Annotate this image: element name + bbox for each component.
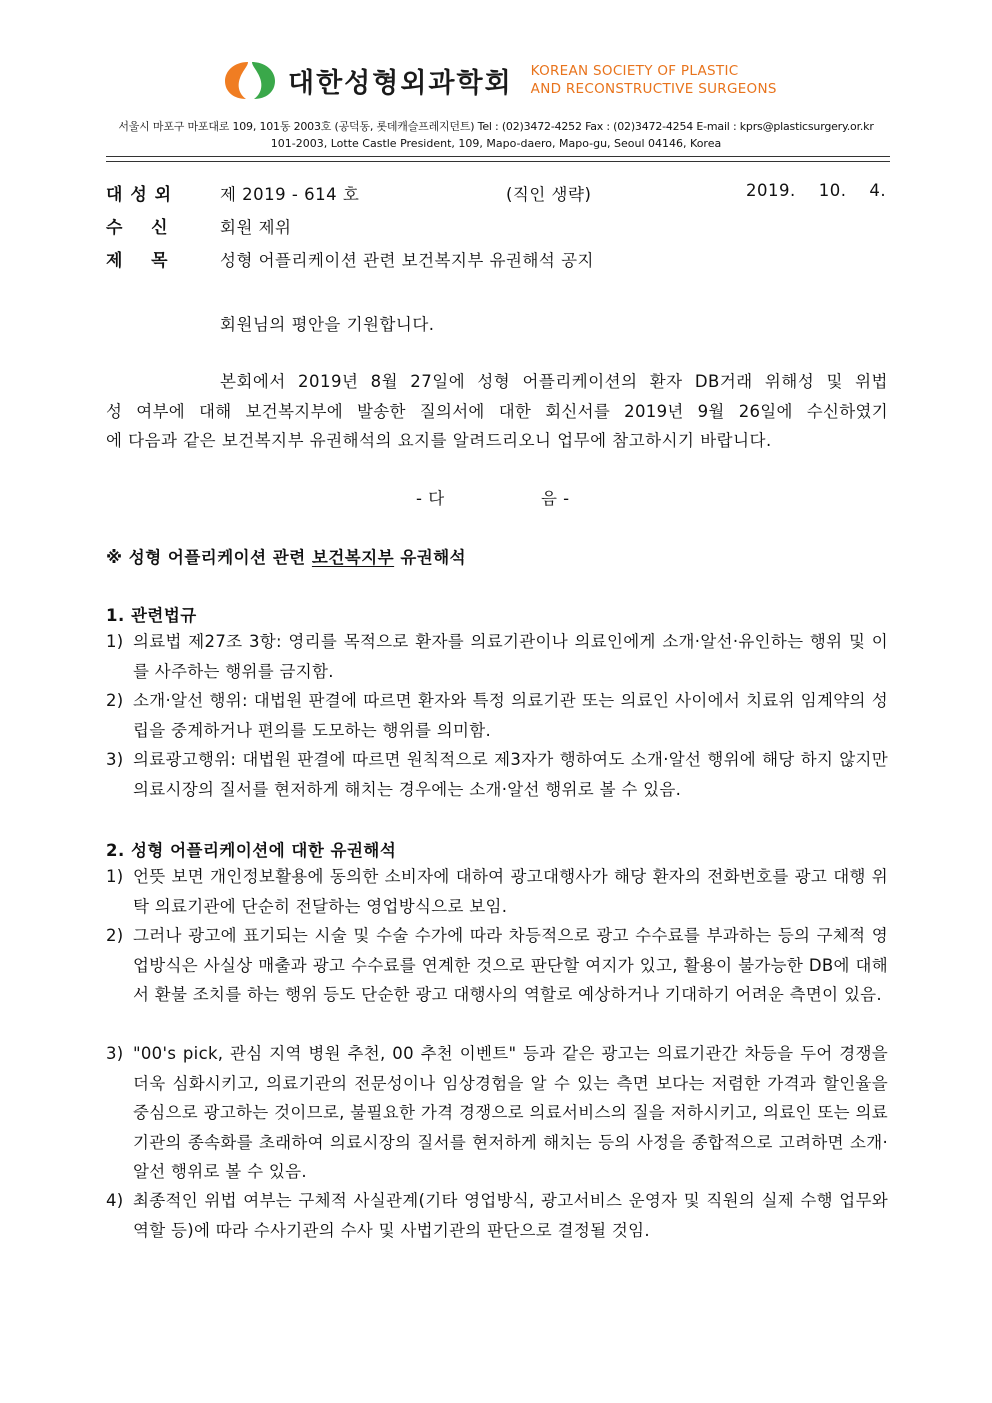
header-divider bbox=[106, 161, 890, 162]
list-item: 1) 언뜻 보면 개인정보활용에 동의한 소비자에 대하여 광고대행사가 해당 환자의 전화번호를 광고 대행 위탁 의료기관에 단순히 전달하는 영업방식으로 보임. bbox=[106, 867, 888, 916]
org-name-english: KOREAN SOCIETY OF PLASTIC AND RECONSTRUCTIVE SURGEONS bbox=[530, 63, 777, 97]
list-item: 1) 의료법 제27조 3항: 영리를 목적으로 환자를 의료기관이나 의료인에게 소개·알선·유인하는 행위 및 이를 사주하는 행위를 금지함. bbox=[106, 632, 888, 681]
list-item: 2) 소개·알선 행위: 대법원 판결에 따르면 환자와 특정 의료기관 또는 의료인 사이에서 치료위 임계약의 성립을 중계하거나 편의를 도모하는 행위를 의미함. bbox=[106, 691, 888, 740]
notice-heading: ※ 성형 어플리케이션 관련 보건복지부 유권해석 bbox=[106, 548, 467, 567]
doc-date: 2019. 10. 4. bbox=[746, 181, 887, 200]
doc-number-label: 대 성 외 bbox=[106, 185, 173, 205]
seal-note: (직인 생략) bbox=[506, 185, 592, 204]
org-name-korean: 대한성형외과학회 bbox=[288, 67, 513, 99]
society-logo-icon bbox=[222, 58, 278, 102]
header-divider bbox=[106, 156, 890, 157]
divider-da: - 다 bbox=[416, 489, 445, 508]
section-title: 2. 성형 어플리케이션에 대한 유권해석 bbox=[106, 841, 397, 860]
list-item: 4) 최종적인 위법 여부는 구체적 사실관계(기타 영업방식, 광고서비스 운영자 및 직원의 실제 수행 업무와 역할 등)에 따라 수사기관의 수사 및 사법기관의 판단으로 결정될 것임. bbox=[106, 1191, 888, 1240]
intro-line: 성 여부에 대해 보건복지부에 발송한 질의서에 대한 회신서를 2019년 9월 26일에 수신하였기 bbox=[106, 402, 888, 421]
list-item: 3) 의료광고행위: 대법원 판결에 따르면 원칙적으로 제3자가 행하여도 소개·알선 행위에 해당 하지 않지만 의료시장의 질서를 현저하게 해치는 경우에는 소개·알선 행위로 볼 수 있음. bbox=[106, 750, 888, 799]
logo-year: 1966 bbox=[241, 88, 259, 96]
intro-line: 에 다음과 같은 보건복지부 유권해석의 요지를 알려드리오니 업무에 참고하시기 바랍니다. bbox=[106, 431, 772, 450]
subject: 성형 어플리케이션 관련 보건복지부 유권해석 공지 bbox=[220, 251, 594, 270]
address-english: 101-2003, Lotte Castle President, 109, Mapo-daero, Mapo-gu, Seoul 04146, Korea bbox=[270, 137, 722, 150]
list-item: 2) 그러나 광고에 표기되는 시술 및 수술 수가에 따라 차등적으로 광고 수수료를 부과하는 등의 구체적 영업방식은 사실상 매출과 광고 수수료를 연계한 것으로 판단할 여지가 있고, 활용이 불가능한 DB에 대해서 환불 조치를 하는 행위 등도 단순한 광고 대행사의 역할로 예상하거나 기대하기 어려운 측면이 있음. bbox=[106, 926, 888, 1004]
letterhead bbox=[222, 58, 777, 102]
divider-eum: 음 - bbox=[541, 489, 570, 508]
list-item: 3) "00's pick, 관심 지역 병원 추천, 00 추천 이벤트" 등과 같은 광고는 의료기관간 차등을 두어 경쟁을 더욱 심화시키고, 의료기관의 전문성이나 임상경험을 알 수 있는 측면 보다는 저렴한 가격과 할인율을 중심으로 광고하는 것이므로, 불필요한 가격 경쟁으로 의료서비스의 질을 저하시키고, 의료인 또는 의료기관의 종속화를 초래하여 의료시장의 질서를 현저하게 해치는 등의 사정을 종합적으로 고려하면 소개·알선 행위로 볼 수 있음. bbox=[106, 1044, 888, 1181]
recipient-label: 수 신 bbox=[106, 218, 169, 238]
recipient: 회원 제위 bbox=[220, 218, 292, 237]
notice-underlined: 보건복지부 bbox=[311, 548, 395, 567]
intro-line: 본회에서 2019년 8월 27일에 성형 어플리케이션의 환자 DB거래 위해성 및 위법 bbox=[220, 372, 888, 391]
doc-number: 제 2019 - 614 호 bbox=[220, 185, 360, 204]
subject-label: 제 목 bbox=[106, 251, 169, 271]
section-title: 1. 관련법규 bbox=[106, 606, 197, 625]
address-korean: 서울시 마포구 마포대로 109, 101동 2003호 (공덕동, 롯데캐슬프레지던트) Tel : (02)3472-4252 Fax : (02)3472-4254 E-mail : kprs@plasticsurgery.or.kr bbox=[118, 120, 874, 133]
greeting: 회원님의 평안을 기원합니다. bbox=[220, 315, 435, 334]
